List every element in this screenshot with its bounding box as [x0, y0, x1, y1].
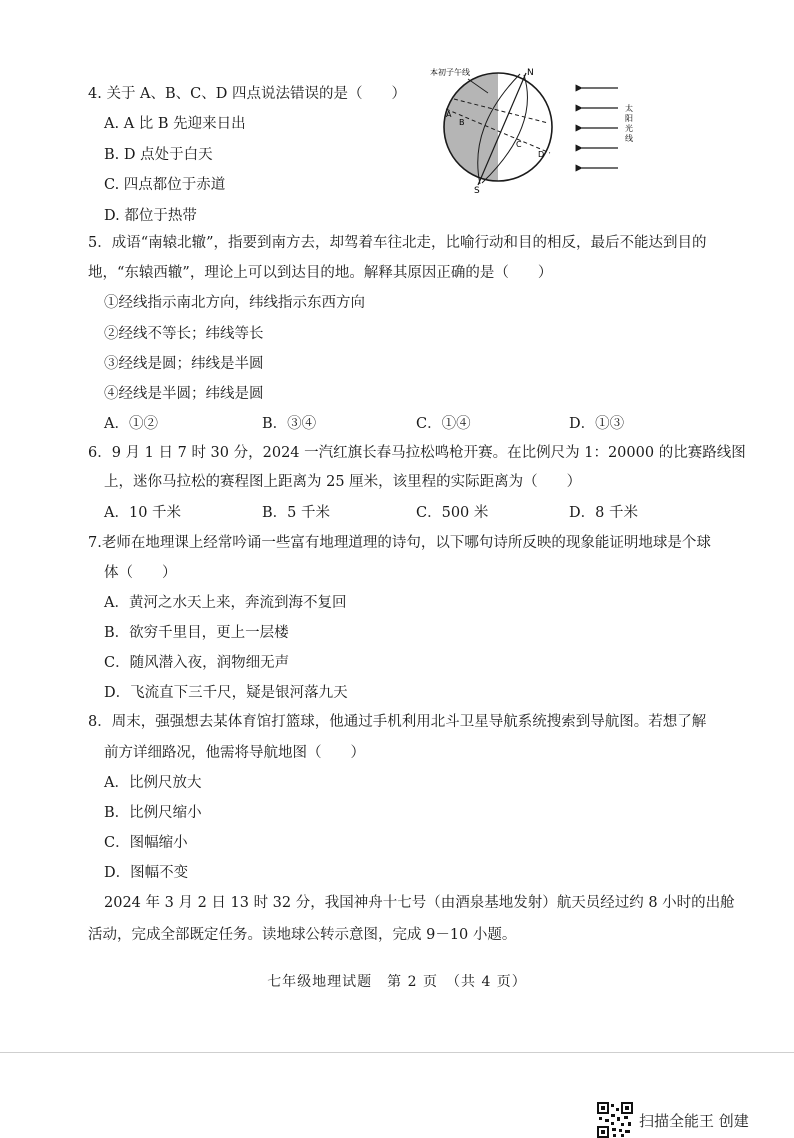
q6-option-c: C．500 米 — [416, 505, 489, 521]
q5-option-a: A．①② — [104, 416, 158, 432]
q8-option-d: D．图幅不变 — [104, 865, 189, 881]
q8-stem-line-2: 前方详细路况，他需将导航地图（ ） — [104, 745, 365, 761]
q8-option-b: B．比例尺缩小 — [104, 805, 202, 821]
page-bottom-divider — [0, 1052, 794, 1053]
q7-option-c: C．随风潜入夜，润物细无声 — [104, 655, 290, 671]
q5-statement-3: ③经线是圆；纬线是半圆 — [104, 356, 264, 372]
q4-option-d: D. 都位于热带 — [104, 208, 197, 224]
q6-option-d: D．8 千米 — [569, 505, 638, 521]
q5-stem-line-2: 地，“东辕西辙”，理论上可以到达目的地。解释其原因正确的是（ ） — [88, 265, 553, 281]
q5-statement-4: ④经线是半圆；纬线是圆 — [104, 386, 264, 402]
north-label: N — [527, 68, 534, 78]
qr-code-icon — [597, 1102, 633, 1138]
point-a-label: A — [446, 110, 452, 119]
meridian-label: 本初子午线 — [430, 68, 470, 77]
q5-stem-line-1: 5．成语“南辕北辙”，指要到南方去，却驾着车往北走，比喻行动和目的相反，最后不能达到目的 — [88, 235, 707, 251]
q8-stem-line-1: 8．周末，强强想去某体育馆打篮球，他通过手机利用北斗卫星导航系统搜索到导航图。若想了解 — [88, 714, 707, 730]
q4-option-a: A. A 比 B 先迎来日出 — [104, 116, 246, 132]
q6-option-a: A．10 千米 — [104, 505, 182, 521]
q6-stem-line-2: 上，迷你马拉松的赛程图上距离为 25 厘米，该里程的实际距离为（ ） — [104, 474, 582, 490]
q5-option-b: B．③④ — [262, 416, 317, 432]
page-footer: 七年级地理试题 第 2 页 （共 4 页） — [267, 974, 527, 990]
q4-option-c: C. 四点都位于赤道 — [104, 177, 226, 193]
q6-option-b: B．5 千米 — [262, 505, 330, 521]
scanner-watermark — [597, 1102, 749, 1138]
point-b-label: B — [459, 118, 465, 127]
q6-stem-line-1: 6．9 月 1 日 7 时 30 分，2024 一汽红旗长春马拉松鸣枪开赛。在比例尺为 1：20000 的比赛路线图 — [88, 445, 746, 461]
south-label: S — [474, 186, 480, 195]
q7-stem-line-1: 7.老师在地理课上经常吟诵一些富有地理道理的诗句，以下哪句诗所反映的现象能证明地球是个球 — [88, 535, 711, 551]
night-side — [428, 65, 498, 195]
q7-option-a: A．黄河之水天上来，奔流到海不复回 — [104, 595, 347, 611]
passage-line-2: 活动，完成全部既定任务。读地球公转示意图，完成 9－10 小题。 — [88, 927, 517, 943]
q8-option-c: C．图幅缩小 — [104, 835, 188, 851]
point-d-label: D — [538, 150, 545, 159]
globe-illumination-figure — [428, 65, 638, 195]
q8-option-a: A．比例尺放大 — [104, 775, 202, 791]
q5-option-d: D．①③ — [569, 416, 625, 432]
q7-stem-line-2: 体（ ） — [104, 565, 177, 581]
point-c-label: C — [516, 140, 522, 149]
q5-option-c: C．①④ — [416, 416, 471, 432]
q4-stem: 4. 关于 A、B、C、D 四点说法错误的是（ ） — [88, 86, 407, 102]
q7-option-d: D．飞流直下三千尺，疑是银河落九天 — [104, 685, 348, 701]
q7-option-b: B．欲穷千里目，更上一层楼 — [104, 625, 289, 641]
q4-option-b: B. D 点处于白天 — [104, 147, 213, 163]
scanner-watermark-text: 扫描全能王 创建 — [639, 1111, 749, 1130]
q5-statement-2: ②经线不等长；纬线等长 — [104, 326, 264, 342]
sunlight-arrows — [582, 88, 618, 168]
passage-line-1: 2024 年 3 月 2 日 13 时 32 分，我国神舟十七号（由酒泉基地发射）航天员经过约 8 小时的出舱 — [104, 895, 735, 911]
q5-statement-1: ①经线指示南北方向，纬线指示东西方向 — [104, 295, 365, 311]
sunlight-label: 太阳光线 — [625, 104, 633, 143]
